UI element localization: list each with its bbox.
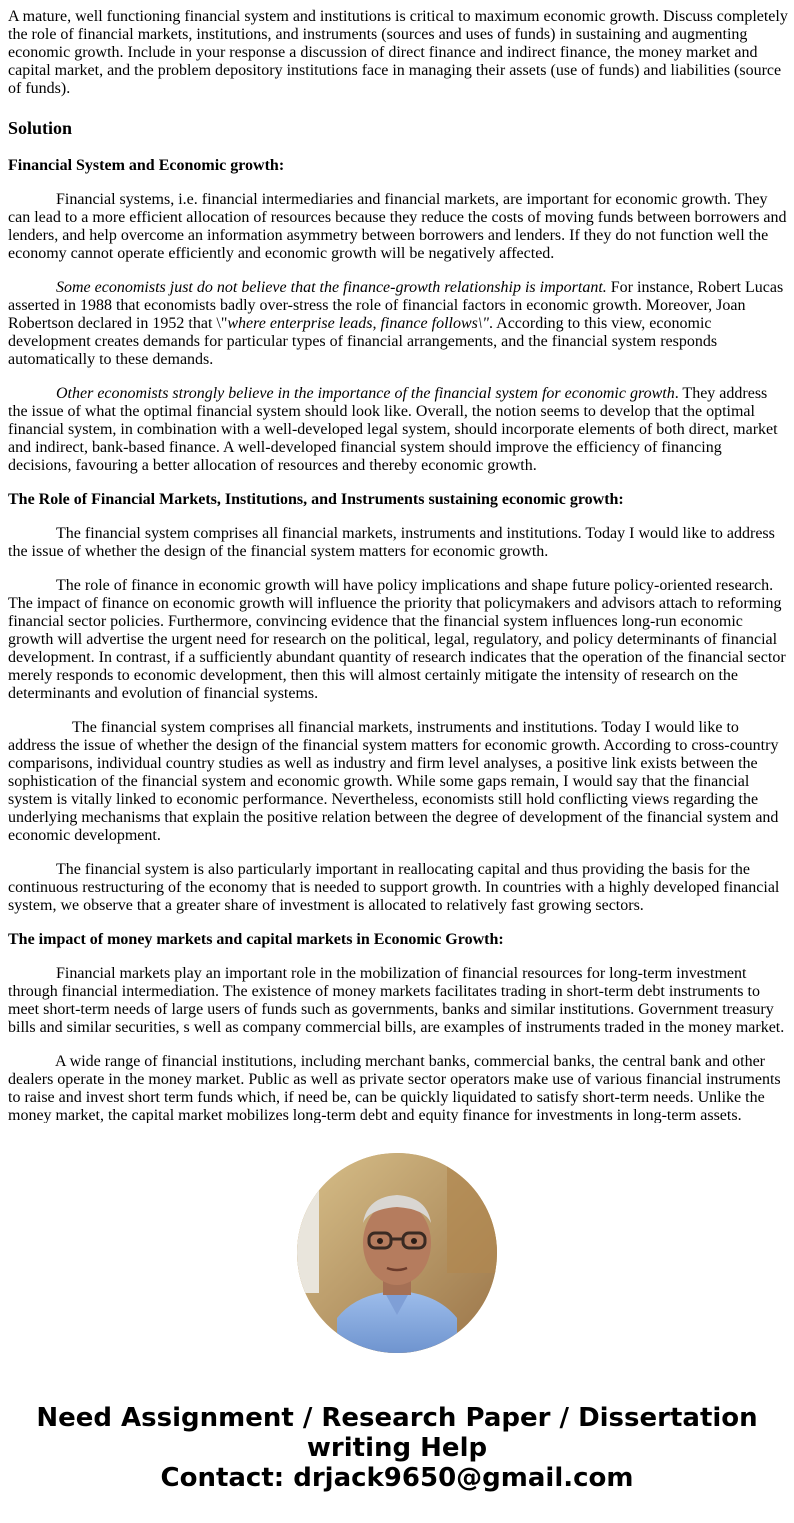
paragraph: The role of finance in economic growth will have policy implications and shape future policy-oriented research. The impact of finance on economic growth will influence the priority that policymakers and advisors attach to reforming financial sector policies. Furthermore, convincing evidence that the financial system influences long-run economic growth will advertise the urgent need for research on the political, legal, regulatory, and policy determinants of financial development. In contrast, if a sufficiently abundant quantity of research indicates that the operation of the financial sector merely responds to economic development, then this will almost certainly mitigate the intensity of research on the determinants and evolution of financial systems. [8, 577, 786, 702]
paragraph-text: . They address the issue of what the optimal financial system should look like. Overall, the notion seems to develop that the optimal financial system, in combination with a well-developed legal system, should incorporate elements of both direct, market and indirect, bank-based finance. A well-developed financial system should improve the efficiency of financing decisions, favouring a better allocation of resources and thereby economic growth. [8, 385, 778, 474]
paragraph: The financial system is also particularly important in reallocating capital and thus providing the basis for the continuous restructuring of the economy that is needed to support growth. In countries with a highly developed financial system, we observe that a greater share of investment is allocated to relatively fast growing sectors. [8, 861, 780, 914]
section-heading-money-capital-markets: The impact of money markets and capital markets in Economic Growth: [8, 931, 504, 948]
section-heading-role-of-markets: The Role of Financial Markets, Institutions, and Instruments sustaining economic growth: [8, 491, 624, 508]
solution-heading: Solution [8, 118, 73, 138]
article-body [8, 8, 788, 1123]
italic-text: Some economists just do not believe that the finance-growth relationship is important. [56, 279, 607, 296]
paragraph: A wide range of financial institutions, including merchant banks, commercial banks, the central bank and other dealers operate in the money market. Public as well as private sector operators make use of various financial instruments to raise and invest short term funds which, if need be, can be quickly liquidated to satisfy short-term needs. Unlike the money market, the capital market mobilizes long-term debt and equity finance for investments in long-term assets. [8, 1053, 781, 1123]
paragraph: Financial markets play an important role in the mobilization of financial resources for long-term investment through financial intermediation. The existence of money markets facilitates trading in short-term debt instruments to meet short-term needs of large users of funds such as governments, banks and similar institutions. Government treasury bills and similar securities, s well as company commercial bills, are examples of instruments traded in the money market. [8, 965, 785, 1036]
paragraph: The financial system comprises all financial markets, instruments and institutions. Today I would like to address the issue of whether the design of the financial system matters for economic growth. [8, 525, 775, 560]
paragraph [8, 385, 788, 475]
author-avatar [297, 1153, 497, 1353]
paragraph: The financial system comprises all financial markets, instruments and institutions. Today I would like to address the issue of whether the design of the financial system matters for economic growth. According to cross-country comparisons, individual country studies as well as industry and firm level analyses, a positive link exists between the sophistication of the financial system and economic growth. While some gaps remain, I would say that the financial system is vitally linked to economic performance. Nevertheless, economists still hold conflicting views regarding the underlying mechanisms that explain the positive relation between the degree of development of the financial system and economic development. [8, 719, 779, 844]
paragraph: Financial systems, i.e. financial intermediaries and financial markets, are important for economic growth. They can lead to a more efficient allocation of resources because they reduce the costs of moving funds between borrowers and lenders, and help overcome an information asymmetry between borrowers and lenders. If they do not function well the economy cannot operate efficiently and economic growth will be negatively affected. [8, 191, 787, 262]
italic-quote: where enterprise leads, finance follows\" [227, 315, 490, 332]
question-text: A mature, well functioning financial system and institutions is critical to maximum economic growth. Discuss completely the role of financial markets, institutions, and instruments (sources and uses of funds) in sustaining and augmenting economic growth. Include in your response a discussion of direct finance and indirect finance, the money market and capital market, and the problem depository institutions face in managing their assets (use of funds) and liabilities (source of funds). [8, 8, 788, 97]
author-portrait-image [297, 1153, 497, 1353]
paragraph [8, 279, 788, 369]
paragraph-text: . According to this view, economic development creates demands for particular types of financial arrangements, and the financial system responds automatically to these demands. [8, 315, 718, 368]
paragraph-text: For instance, Robert Lucas asserted in 1988 that economists badly over-stress the role of financial factors in economic growth. Moreover, Joan Robertson declared in 1952 that \" [8, 279, 784, 332]
footer-line-help: Need Assignment / Research Paper / Dissertation writing Help [36, 1403, 758, 1463]
section-heading-financial-system: Financial System and Economic growth: [8, 157, 285, 174]
footer-line-contact: Contact: drjack9650@gmail.com [160, 1463, 634, 1493]
italic-text: Other economists strongly believe in the importance of the financial system for economic growth [56, 385, 675, 402]
footer-contact [0, 1403, 794, 1493]
